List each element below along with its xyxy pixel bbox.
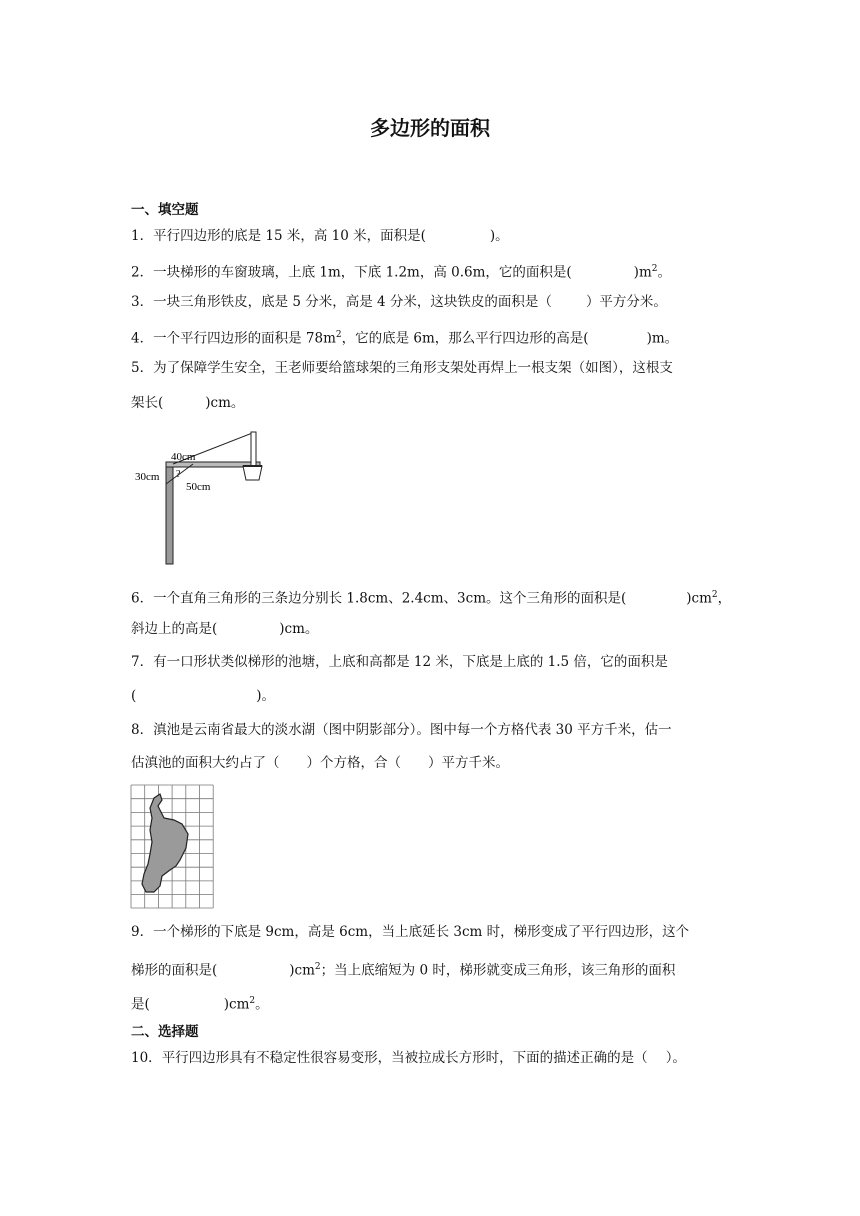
q7-number: 7． — [131, 654, 154, 670]
question-6-line-2 — [131, 619, 318, 639]
hoop-pole — [166, 466, 173, 564]
basketball-hoop-figure — [131, 428, 281, 568]
q9-text: 一个梯形的下底是 9cm，高是 6cm，当上底延长 3cm 时，梯形变成了平行四边形，这个 — [153, 924, 690, 940]
question-8-line-2 — [131, 753, 509, 773]
q9-text-4: 是( — [131, 996, 150, 1013]
question-7-line-2 — [131, 686, 275, 706]
q4-number: 4． — [131, 330, 154, 347]
question-8-line-1 — [131, 720, 672, 740]
q9-unit: )cm — [289, 962, 315, 979]
q6-text-end: )cm。 — [279, 621, 319, 637]
q3-text-end: ）平方分米。 — [585, 294, 667, 310]
q8-text: 滇池是云南省最大的淡水湖（图中阴影部分）。图中每一个方格代表 30 平方千米，估一 — [153, 722, 672, 738]
label-40cm: 40cm — [171, 451, 196, 463]
section-heading-fill-in: 一、填空题 — [131, 202, 199, 218]
q4-sup: 2 — [335, 330, 342, 340]
q3-number: 3． — [131, 294, 154, 310]
label-50cm: 50cm — [186, 481, 211, 493]
q6-unit: )cm — [686, 590, 712, 607]
q10-number: 10． — [131, 1050, 162, 1066]
question-9-line-1 — [131, 922, 689, 942]
q6-comma: ， — [717, 590, 732, 607]
q5-text: 为了保障学生安全，王老师要给篮球架的三角形支架处再焊上一根支架（如图），这根支 — [153, 360, 673, 376]
q7-text: 有一口形状类似梯形的池塘，上底和高都是 12 米，下底是上底的 1.5 倍，它的面积是 — [153, 654, 668, 670]
question-4 — [131, 325, 678, 349]
section-heading-choice: 二、选择题 — [131, 1024, 199, 1040]
page-title: 多边形的面积 — [370, 116, 490, 140]
question-6-line-1 — [131, 585, 731, 609]
q9-text-end: 。 — [255, 996, 269, 1013]
q9-sup: 2 — [314, 962, 321, 972]
q5-text-end: )cm。 — [205, 395, 245, 411]
q8-number: 8． — [131, 722, 154, 738]
question-5-line-1 — [131, 358, 673, 378]
q4-text-end: )m。 — [646, 330, 679, 347]
q9-text-3: ；当上底缩短为 0 时，梯形就变成三角形，该三角形的面积 — [320, 962, 676, 979]
q2-text: 一块梯形的车窗玻璃，上底 1m，下底 1.2m，高 0.6m，它的面积是( — [153, 264, 572, 281]
q3-text: 一块三角形铁皮，底是 5 分米，高是 4 分米，这块铁皮的面积是（ — [153, 294, 552, 310]
q9-unit-2: )cm — [223, 996, 250, 1013]
label-30cm: 30cm — [135, 471, 160, 483]
q4-text-2: ，它的底是 6m，那么平行四边形的高是( — [341, 330, 589, 347]
q9-sup-2: 2 — [249, 996, 256, 1006]
q4-text: 一个平行四边形的面积是 78m — [153, 330, 336, 347]
q2-text-end: 。 — [657, 264, 671, 281]
hoop-net — [243, 466, 262, 480]
q1-text: 平行四边形的底是 15 米，高 10 米，面积是( — [153, 228, 426, 244]
q1-text-end: )。 — [489, 228, 509, 244]
question-9-line-3 — [131, 991, 269, 1015]
question-5-line-2 — [131, 393, 244, 413]
question-1 — [131, 226, 509, 246]
q1-number: 1． — [131, 228, 154, 244]
q6-number: 6． — [131, 590, 154, 607]
q8-text-2: 估滇池的面积大约占了（ ）个方格，合（ ）平方千米。 — [131, 755, 509, 771]
q6-text: 一个直角三角形的三条边分别长 1.8cm、2.4cm、3cm。这个三角形的面积是( — [153, 590, 627, 607]
q2-number: 2． — [131, 264, 154, 281]
q10-text-end: ）。 — [665, 1050, 686, 1066]
q7-paren-close: )。 — [256, 688, 276, 704]
question-3 — [131, 292, 667, 312]
q10-text: 平行四边形具有不稳定性很容易变形，当被拉成长方形时，下面的描述正确的是（ — [161, 1050, 648, 1066]
q6-text-2: 斜边上的高是( — [131, 621, 218, 637]
label-question-mark: ? — [176, 469, 181, 480]
lake-grid-figure — [130, 784, 216, 910]
question-10 — [131, 1048, 686, 1068]
q5-text-2: 架长( — [131, 395, 164, 411]
q2-unit-sup: 2 — [651, 264, 658, 274]
question-9-line-2 — [131, 957, 675, 981]
lake-shape — [142, 794, 188, 892]
q9-text-2: 梯形的面积是( — [131, 962, 218, 979]
q7-paren-open: ( — [131, 688, 137, 704]
q6-sup: 2 — [711, 590, 718, 600]
q9-number: 9． — [131, 924, 154, 940]
question-2 — [131, 259, 671, 283]
q5-number: 5． — [131, 360, 154, 376]
q2-unit: )m — [633, 264, 652, 281]
question-7-line-1 — [131, 652, 668, 672]
